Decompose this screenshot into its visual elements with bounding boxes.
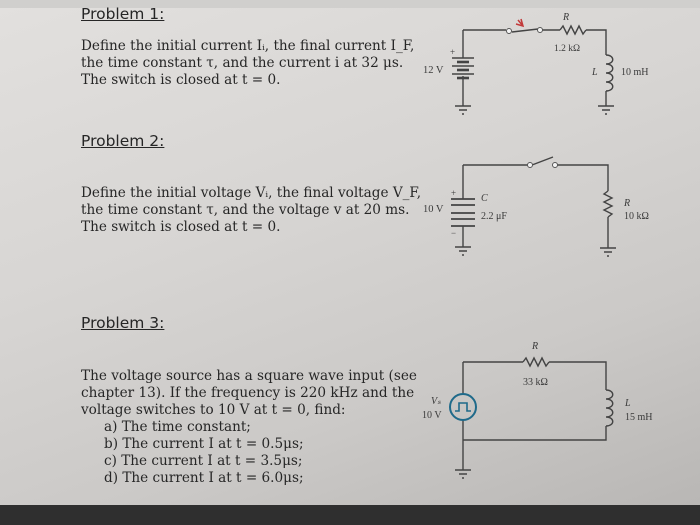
c1-inductor-value: 10 mH bbox=[621, 67, 649, 78]
circuit-1 bbox=[463, 26, 613, 106]
ground-1b-icon bbox=[598, 106, 614, 114]
battery-1 bbox=[452, 58, 474, 78]
square-wave-source bbox=[450, 394, 476, 420]
problem-2-line-3: The switch is closed at t = 0. bbox=[81, 219, 281, 235]
inductor-1-coil bbox=[606, 55, 613, 91]
c2-resistor-symbol: R bbox=[624, 198, 631, 209]
problem-3-title: Problem 3: bbox=[81, 314, 165, 332]
c2-resistor-value: 10 kΩ bbox=[624, 211, 649, 222]
square-wave-icon bbox=[455, 403, 471, 411]
switch-1-arrow-icon bbox=[516, 19, 523, 26]
c1-resistor-value: 1.2 kΩ bbox=[554, 44, 581, 54]
problem-1-title: Problem 1: bbox=[81, 5, 165, 23]
problem-1-line-2: the time constant τ, and the current i at 32 μs. bbox=[81, 55, 404, 71]
c2-source-label: 10 V bbox=[423, 204, 444, 215]
problem-2-line-2: the time constant τ, and the voltage v at 20 ms. bbox=[81, 202, 410, 218]
c1-source-label: 12 V bbox=[423, 65, 444, 76]
resistor-2-zigzag bbox=[604, 191, 612, 217]
ground-2a-icon bbox=[455, 247, 471, 255]
problem-1-line-1: Define the initial current Iᵢ, the final current I_F, bbox=[81, 38, 415, 54]
circuit-3 bbox=[463, 358, 613, 470]
c2-source-minus: − bbox=[451, 228, 457, 238]
c3-resistor-symbol: R bbox=[532, 341, 539, 352]
problem-1-line-3: The switch is closed at t = 0. bbox=[81, 72, 281, 88]
ground-3-icon bbox=[455, 470, 471, 478]
page-bottom-edge bbox=[0, 505, 700, 525]
switch-2-contact-2 bbox=[553, 163, 558, 168]
problem-3-line-3: voltage switches to 10 V at t = 0, find: bbox=[81, 402, 346, 418]
resistor-1-zigzag bbox=[560, 26, 586, 34]
ground-1a-icon bbox=[455, 106, 471, 114]
problem-3-item-b: b) The current I at t = 0.5μs; bbox=[104, 436, 304, 452]
ground-2b-icon bbox=[600, 248, 616, 256]
resistor-3-zigzag bbox=[523, 358, 549, 366]
problem-3-item-a: a) The time constant; bbox=[104, 419, 251, 435]
c3-resistor-value: 33 kΩ bbox=[523, 377, 548, 388]
c3-inductor-value: 15 mH bbox=[625, 412, 653, 423]
c2-source-plus: + bbox=[451, 188, 457, 198]
c1-source-plus: + bbox=[450, 47, 456, 57]
c2-capacitor-value: 2.2 μF bbox=[481, 211, 507, 222]
capacitor-2 bbox=[451, 199, 475, 226]
problem-3-line-1: The voltage source has a square wave input (see bbox=[81, 368, 417, 384]
switch-1-contact-2 bbox=[538, 28, 543, 33]
c2-capacitor-symbol: C bbox=[481, 193, 488, 204]
switch-1-contact bbox=[507, 29, 512, 34]
c1-resistor-symbol: R bbox=[563, 12, 570, 23]
switch-2-contact bbox=[528, 163, 533, 168]
c3-inductor-symbol: L bbox=[625, 398, 631, 409]
problem-3-item-d: d) The current I at t = 6.0μs; bbox=[104, 470, 304, 486]
problem-2-title: Problem 2: bbox=[81, 132, 165, 150]
problem-3-item-c: c) The current I at t = 3.5μs; bbox=[104, 453, 303, 469]
c3-source-label: 10 V bbox=[422, 410, 442, 421]
problem-3-line-2: chapter 13). If the frequency is 220 kHz and the bbox=[81, 385, 415, 401]
c3-source-symbol: Vₛ bbox=[431, 396, 441, 407]
problem-2-line-1: Define the initial voltage Vᵢ, the final voltage V_F, bbox=[81, 185, 422, 201]
c1-inductor-symbol: L bbox=[592, 67, 598, 78]
inductor-3-coil bbox=[606, 390, 613, 426]
